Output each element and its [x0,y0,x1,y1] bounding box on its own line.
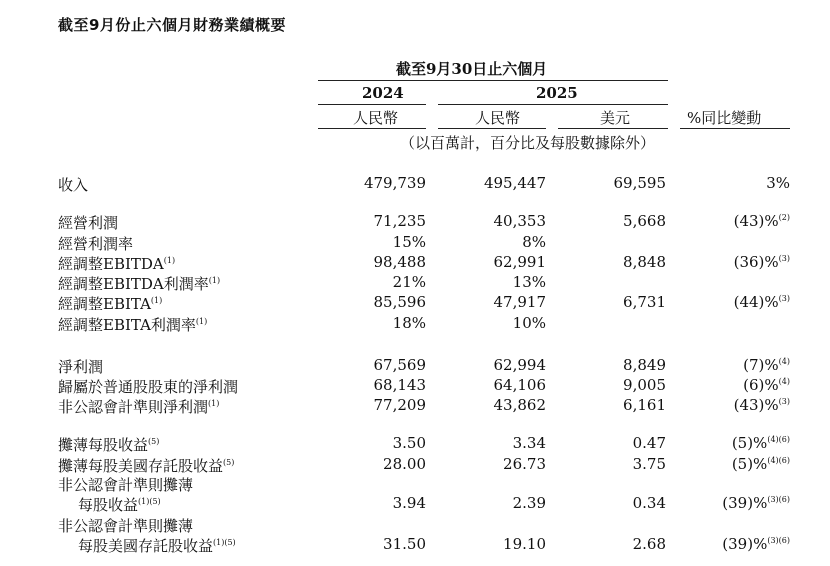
label2-footnote: (1)(5) [213,538,236,547]
value-yoy-change [734,396,790,414]
table-row [0,455,830,475]
value-2025-usd: 69,595 [613,174,666,192]
label-footnote: (5) [148,437,160,446]
value-2025-rmb: 10% [512,314,546,332]
yoy-value: 3% [766,174,790,192]
value-2024-rmb: 85,596 [373,293,426,311]
table-row-label [0,515,830,535]
value-2025-usd: 9,005 [623,376,666,394]
yoy-footnote: (2) [778,213,790,222]
value-yoy-change [732,434,790,452]
header-rule-bottom-2024 [318,128,426,129]
yoy-footnote: (3) [778,254,790,263]
yoy-footnote: (3)(6) [767,536,790,545]
header-rule-2024 [318,104,426,105]
year-2024-header: 2024 [362,84,404,102]
value-2025-rmb: 47,917 [493,293,546,311]
row-label: 經營利潤率 [58,235,134,253]
row-label-continued: 每股美國存託股收益$^{(1)(5)}$ [78,537,236,555]
value-2025-usd: 3.75 [632,455,666,473]
value-2025-rmb: 40,353 [493,212,546,230]
yoy-footnote: (4) [778,357,790,366]
label-footnote: (1) [208,399,220,408]
yoy-footnote: (4)(6) [767,456,790,465]
value-2025-rmb: 19.10 [503,535,546,553]
value-2025-usd: 6,731 [623,293,666,311]
col-rmb-2025-header: 人民幣 [475,109,521,127]
row-label: 經調整EBITA$^{(1)}$ [58,295,163,313]
table-row [0,314,830,334]
row-label: 非公認會計準則攤薄 [58,476,194,494]
yoy-footnote: (4)(6) [767,435,790,444]
value-2025-usd: 0.34 [632,494,666,512]
value-2025-rmb: 62,991 [493,253,546,271]
yoy-value: (36)% [733,253,779,271]
yoy-value: (7)% [743,356,779,374]
value-2025-rmb: 3.34 [512,434,546,452]
table-row [0,253,830,273]
units-note: （以百萬計，百分比及每股數據除外） [400,134,656,152]
header-rule-2025 [438,104,668,105]
value-yoy-change [734,293,790,311]
value-yoy-change [743,356,790,374]
value-2024-rmb: 67,569 [373,356,426,374]
row-label: 收入 [58,176,89,194]
table-row [0,535,830,555]
yoy-value: (44)% [733,293,779,311]
table-row-label [0,474,830,494]
yoy-footnote: (3) [778,294,790,303]
row-label: 經營利潤 [58,214,119,232]
table-row [0,273,830,293]
value-2025-rmb: 62,994 [493,356,546,374]
yoy-footnote: (3) [778,397,790,406]
value-2025-rmb: 64,106 [493,376,546,394]
label2-footnote: (1)(5) [138,497,161,506]
value-2024-rmb: 68,143 [373,376,426,394]
label-footnote: (1) [163,256,176,265]
value-2025-usd: 0.47 [632,434,666,452]
table-row [0,396,830,416]
value-2024-rmb: 21% [392,273,426,291]
value-2024-rmb: 77,209 [373,396,426,414]
col-usd-header: 美元 [600,109,631,127]
table-row [0,434,830,454]
value-2024-rmb: 18% [392,314,426,332]
row-label: 歸屬於普通股股東的淨利潤 [58,378,239,396]
header-rule-bottom-rmb [438,128,546,129]
value-2024-rmb: 31.50 [383,535,426,553]
yoy-value: (5)% [731,455,768,473]
value-2025-usd: 2.68 [632,535,666,553]
col-rmb-2024-header: 人民幣 [353,109,399,127]
header-rule-bottom-yoy [680,128,790,129]
value-2025-rmb: 495,447 [483,174,546,192]
row-label: 攤薄每股收益$^{(5)}$ [58,436,160,454]
table-row [0,293,830,313]
label-footnote: (5) [223,458,235,467]
value-yoy-change [734,212,790,230]
table-row [0,376,830,396]
col-yoy-header: %同比變動 [687,109,762,127]
value-2024-rmb: 15% [392,233,426,251]
value-2024-rmb: 3.94 [392,494,426,512]
value-yoy-change [743,376,790,394]
row-label: 經調整EBITDA利潤率$^{(1)}$ [58,275,221,293]
row-label: 非公認會計準則淨利潤$^{(1)}$ [58,398,220,416]
table-row [0,212,830,232]
row-label: 經調整EBITDA$^{(1)}$ [58,255,176,273]
value-yoy-change [734,253,790,271]
value-2024-rmb: 71,235 [373,212,426,230]
yoy-value: (43)% [733,396,779,414]
row-label: 攤薄每股美國存託股收益$^{(5)}$ [58,457,235,475]
row-label-continued: 每股收益$^{(1)(5)}$ [78,496,161,514]
value-2025-usd: 8,848 [623,253,666,271]
header-rule-bottom-usd [558,128,668,129]
yoy-footnote: (3)(6) [767,495,790,504]
value-2025-rmb: 43,862 [493,396,546,414]
table-row [0,174,830,194]
label-footnote: (1) [208,276,221,285]
yoy-footnote: (4) [778,377,790,386]
page-title: 截至9月份止六個月財務業績概要 [58,16,286,34]
table-row [0,233,830,253]
yoy-value: (6)% [743,376,779,394]
value-2025-usd: 5,668 [623,212,666,230]
yoy-value: (39)% [722,494,768,512]
value-2025-usd: 6,161 [623,396,666,414]
value-2025-rmb: 26.73 [503,455,546,473]
value-2025-rmb: 13% [512,273,546,291]
table-row [0,356,830,376]
header-rule-top [318,80,668,81]
yoy-value: (43)% [733,212,779,230]
label-footnote: (1) [150,296,163,305]
value-2025-rmb: 8% [522,233,546,251]
row-label: 淨利潤 [58,358,104,376]
year-2025-header: 2025 [536,84,578,102]
value-2025-usd: 8,849 [623,356,666,374]
value-yoy-change [732,455,790,473]
value-2024-rmb: 479,739 [363,174,426,192]
value-2024-rmb: 98,488 [373,253,426,271]
label-footnote: (1) [195,317,208,326]
value-yoy-change [722,494,790,512]
yoy-value: (39)% [722,535,768,553]
value-2024-rmb: 28.00 [383,455,426,473]
value-2024-rmb: 3.50 [392,434,426,452]
row-label: 經調整EBITA利潤率$^{(1)}$ [58,316,208,334]
period-header: 截至9月30日止六個月 [396,60,548,78]
value-yoy-change [722,535,790,553]
value-yoy-change [766,174,790,192]
row-label: 非公認會計準則攤薄 [58,517,194,535]
table-row [0,494,830,514]
value-2025-rmb: 2.39 [512,494,546,512]
yoy-value: (5)% [731,434,768,452]
